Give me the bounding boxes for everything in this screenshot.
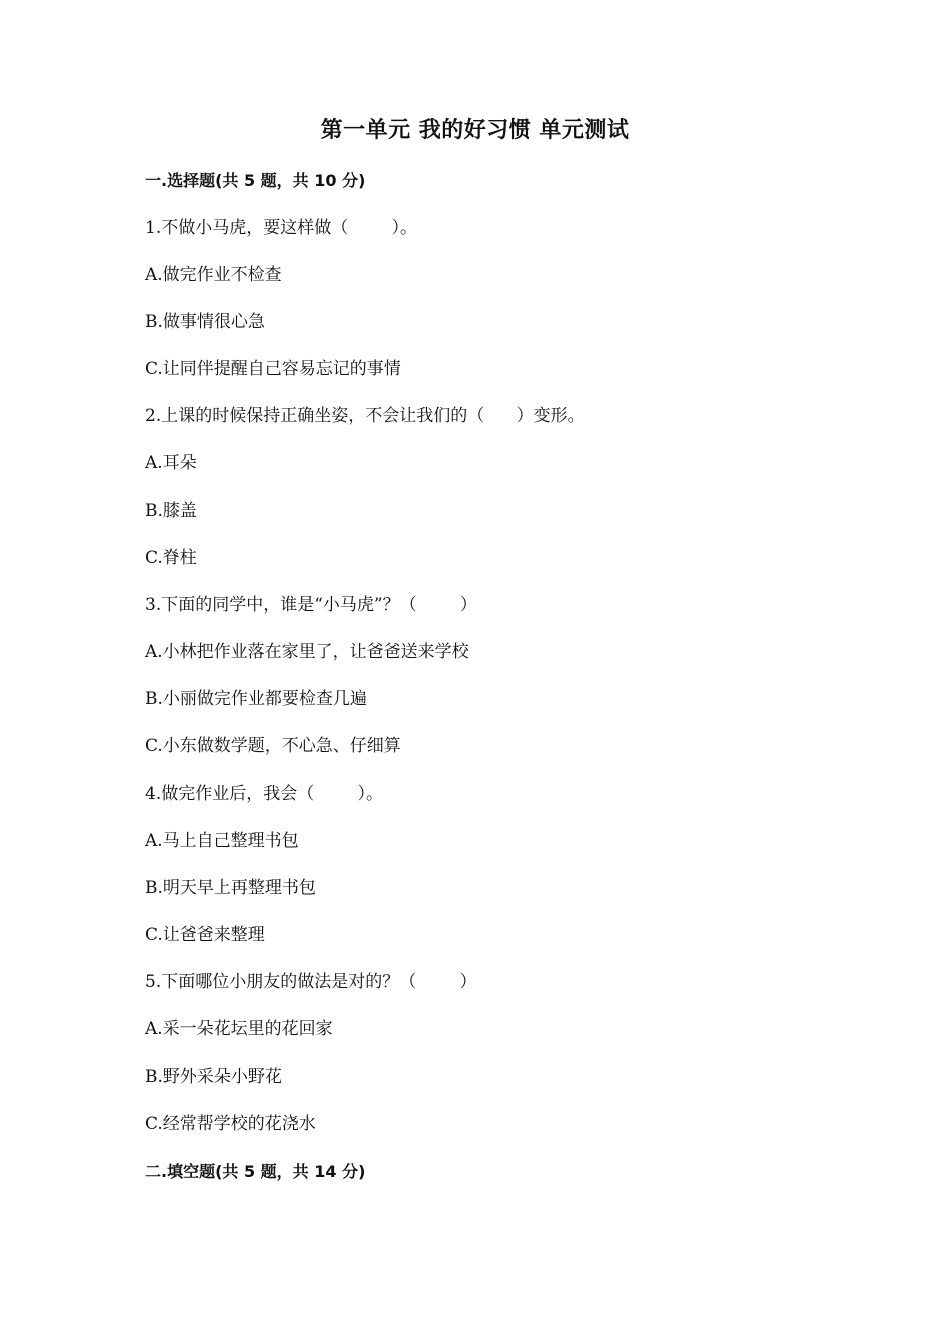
exam-title: 第一单元 我的好习惯 单元测试 <box>320 118 630 143</box>
question-5-option-b: B.野外采朵小野花 <box>145 1067 282 1087</box>
question-4-option-a: A.马上自己整理书包 <box>145 831 299 851</box>
question-1-stem: 1.不做小马虎，要这样做（ ）。 <box>145 218 417 238</box>
question-5-stem: 5.下面哪位小朋友的做法是对的？（ ） <box>145 972 477 992</box>
section-heading-fill-in-blank: 二.填空题(共 5 题，共 14 分) <box>145 1162 366 1181</box>
question-3-option-b: B.小丽做完作业都要检查几遍 <box>145 689 367 709</box>
question-4-stem: 4.做完作业后，我会（ ）。 <box>145 784 383 804</box>
question-3-option-c: C.小东做数学题，不心急、仔细算 <box>145 736 401 756</box>
question-5-option-a: A.采一朵花坛里的花回家 <box>145 1019 333 1039</box>
question-4-option-b: B.明天早上再整理书包 <box>145 878 316 898</box>
question-3-stem: 3.下面的同学中，谁是“小马虎”？（ ） <box>145 595 477 615</box>
question-2-option-a: A.耳朵 <box>145 453 197 473</box>
section-heading-multiple-choice: 一.选择题(共 5 题，共 10 分) <box>145 171 366 190</box>
question-3-option-a: A.小林把作业落在家里了，让爸爸送来学校 <box>145 642 469 662</box>
question-2-stem: 2.上课的时候保持正确坐姿，不会让我们的（ ）变形。 <box>145 406 585 426</box>
question-1-option-a: A.做完作业不检查 <box>145 265 282 285</box>
question-2-option-b: B.膝盖 <box>145 501 197 521</box>
question-4-option-c: C.让爸爸来整理 <box>145 925 265 945</box>
question-5-option-c: C.经常帮学校的花浇水 <box>145 1114 316 1134</box>
question-1-option-b: B.做事情很心急 <box>145 312 265 332</box>
question-2-option-c: C.脊柱 <box>145 548 197 568</box>
question-1-option-c: C.让同伴提醒自己容易忘记的事情 <box>145 359 401 379</box>
